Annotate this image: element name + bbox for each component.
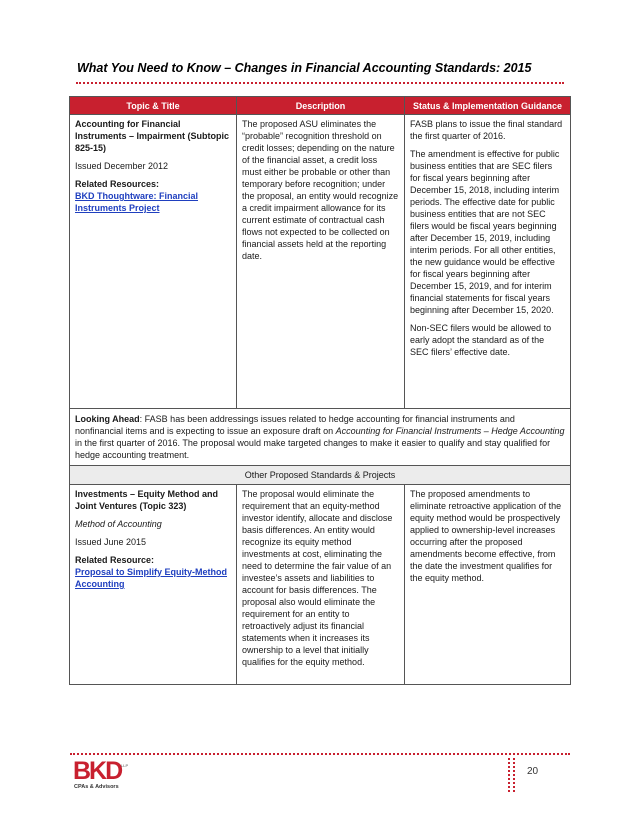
looking-ahead-row [70,409,571,466]
looking-ahead-text: : FASB has been addressings issues related to hedge accounting for financial instruments and nonfinancial items and is expecting to issue an exposure draft on [75,414,515,436]
topic-cell [70,115,237,409]
related-resources-label: Related Resource: [75,555,155,565]
title-divider [76,82,564,84]
section-heading: Other Proposed Standards & Projects [70,466,571,485]
resource-link[interactable]: BKD Thoughtware: Financial Instruments Project [75,191,199,213]
column-header-description: Description [237,97,405,115]
issued-date: Issued December 2012 [75,161,169,171]
description-cell: The proposed ASU eliminates the “probable” recognition threshold on credit losses; depending on the nature of the financial asset, a credit loss must either be probable or other than temporary before recognition; under the proposal, an entity would recognize a credit impairment allowance for its current estimate of contractual cash flows not expected to be collected on financial assets held at the reporting date. [237,115,405,409]
page-number-divider [508,758,510,792]
topic-cell [70,485,237,685]
table-header-row [70,97,571,115]
footer-divider [70,753,570,755]
section-heading-row [70,466,571,485]
status-cell [405,115,571,409]
issued-date: Issued June 2015 [75,537,147,547]
column-header-topic: Topic & Title [70,97,237,115]
table-row [70,485,571,685]
looking-ahead-label: Looking Ahead [75,414,140,424]
looking-ahead-text: in the first quarter of 2016. The proposal would make targeted changes to make it easier to qualify and stay qualified for hedge accounting treatment. [75,438,551,460]
logo-tagline: CPAs & Advisors [74,784,119,790]
related-resources-label: Related Resources: [75,179,160,189]
topic-subtitle: Method of Accounting [75,519,162,529]
status-cell: The proposed amendments to eliminate retroactive application of the equity method would be prospectively applied to ownership-level increases occurring after the proposed amendments become effective, from the date the investment qualifies for the equity method. [405,485,571,685]
column-header-status: Status & Implementation Guidance [405,97,571,115]
status-paragraph: FASB plans to issue the final standard the first quarter of 2016. [410,119,563,141]
topic-title: Accounting for Financial Instruments – Impairment (Subtopic 825-15) [75,119,230,153]
status-paragraph: The amendment is effective for public business entities that are SEC filers for fiscal years beginning after December 15, 2018, including interim periods. The effective date for public business entities that are not SEC filers would be fiscal years beginning after December 15, 2019, including interim periods. For all other entities, the new guidance would be effective for fiscal years beginning after December 15, 2019, and for interim financial statements for fiscal years beginning after December 15, 2020. [410,149,560,315]
standards-table [69,96,571,685]
logo-wordmark: BKD [73,757,122,785]
status-paragraph: Non-SEC filers would be allowed to early adopt the standard as of the SEC filers’ effective date. [410,323,552,357]
resource-link[interactable]: Proposal to Simplify Equity-Method Accounting [75,567,228,589]
looking-ahead-italic: Accounting for Financial Instruments – Hedge Accounting [335,426,565,436]
page-number-divider [513,758,515,792]
bkd-logo [73,759,143,793]
page-number: 20 [527,766,539,777]
looking-ahead-cell [70,409,571,466]
description-cell: The proposal would eliminate the requirement that an equity-method investor identify, allocate and disclose basis differences. An entity would recognize its equity method investments at cost, eliminating the need to determine the fair value of an investee’s assets and liabilities to account for basis differences. The proposal also would eliminate the requirement for an entity to retroactively adjust its financial statements when it increases its ownership to a level that initially qualifies for the equity method. [237,485,405,685]
page-title: What You Need to Know – Changes in Financial Accounting Standards: 2015 [77,61,532,75]
table-row [70,115,571,409]
topic-title: Investments – Equity Method and Joint Ventures (Topic 323) [75,489,219,511]
logo-llp: LLP [121,763,129,768]
